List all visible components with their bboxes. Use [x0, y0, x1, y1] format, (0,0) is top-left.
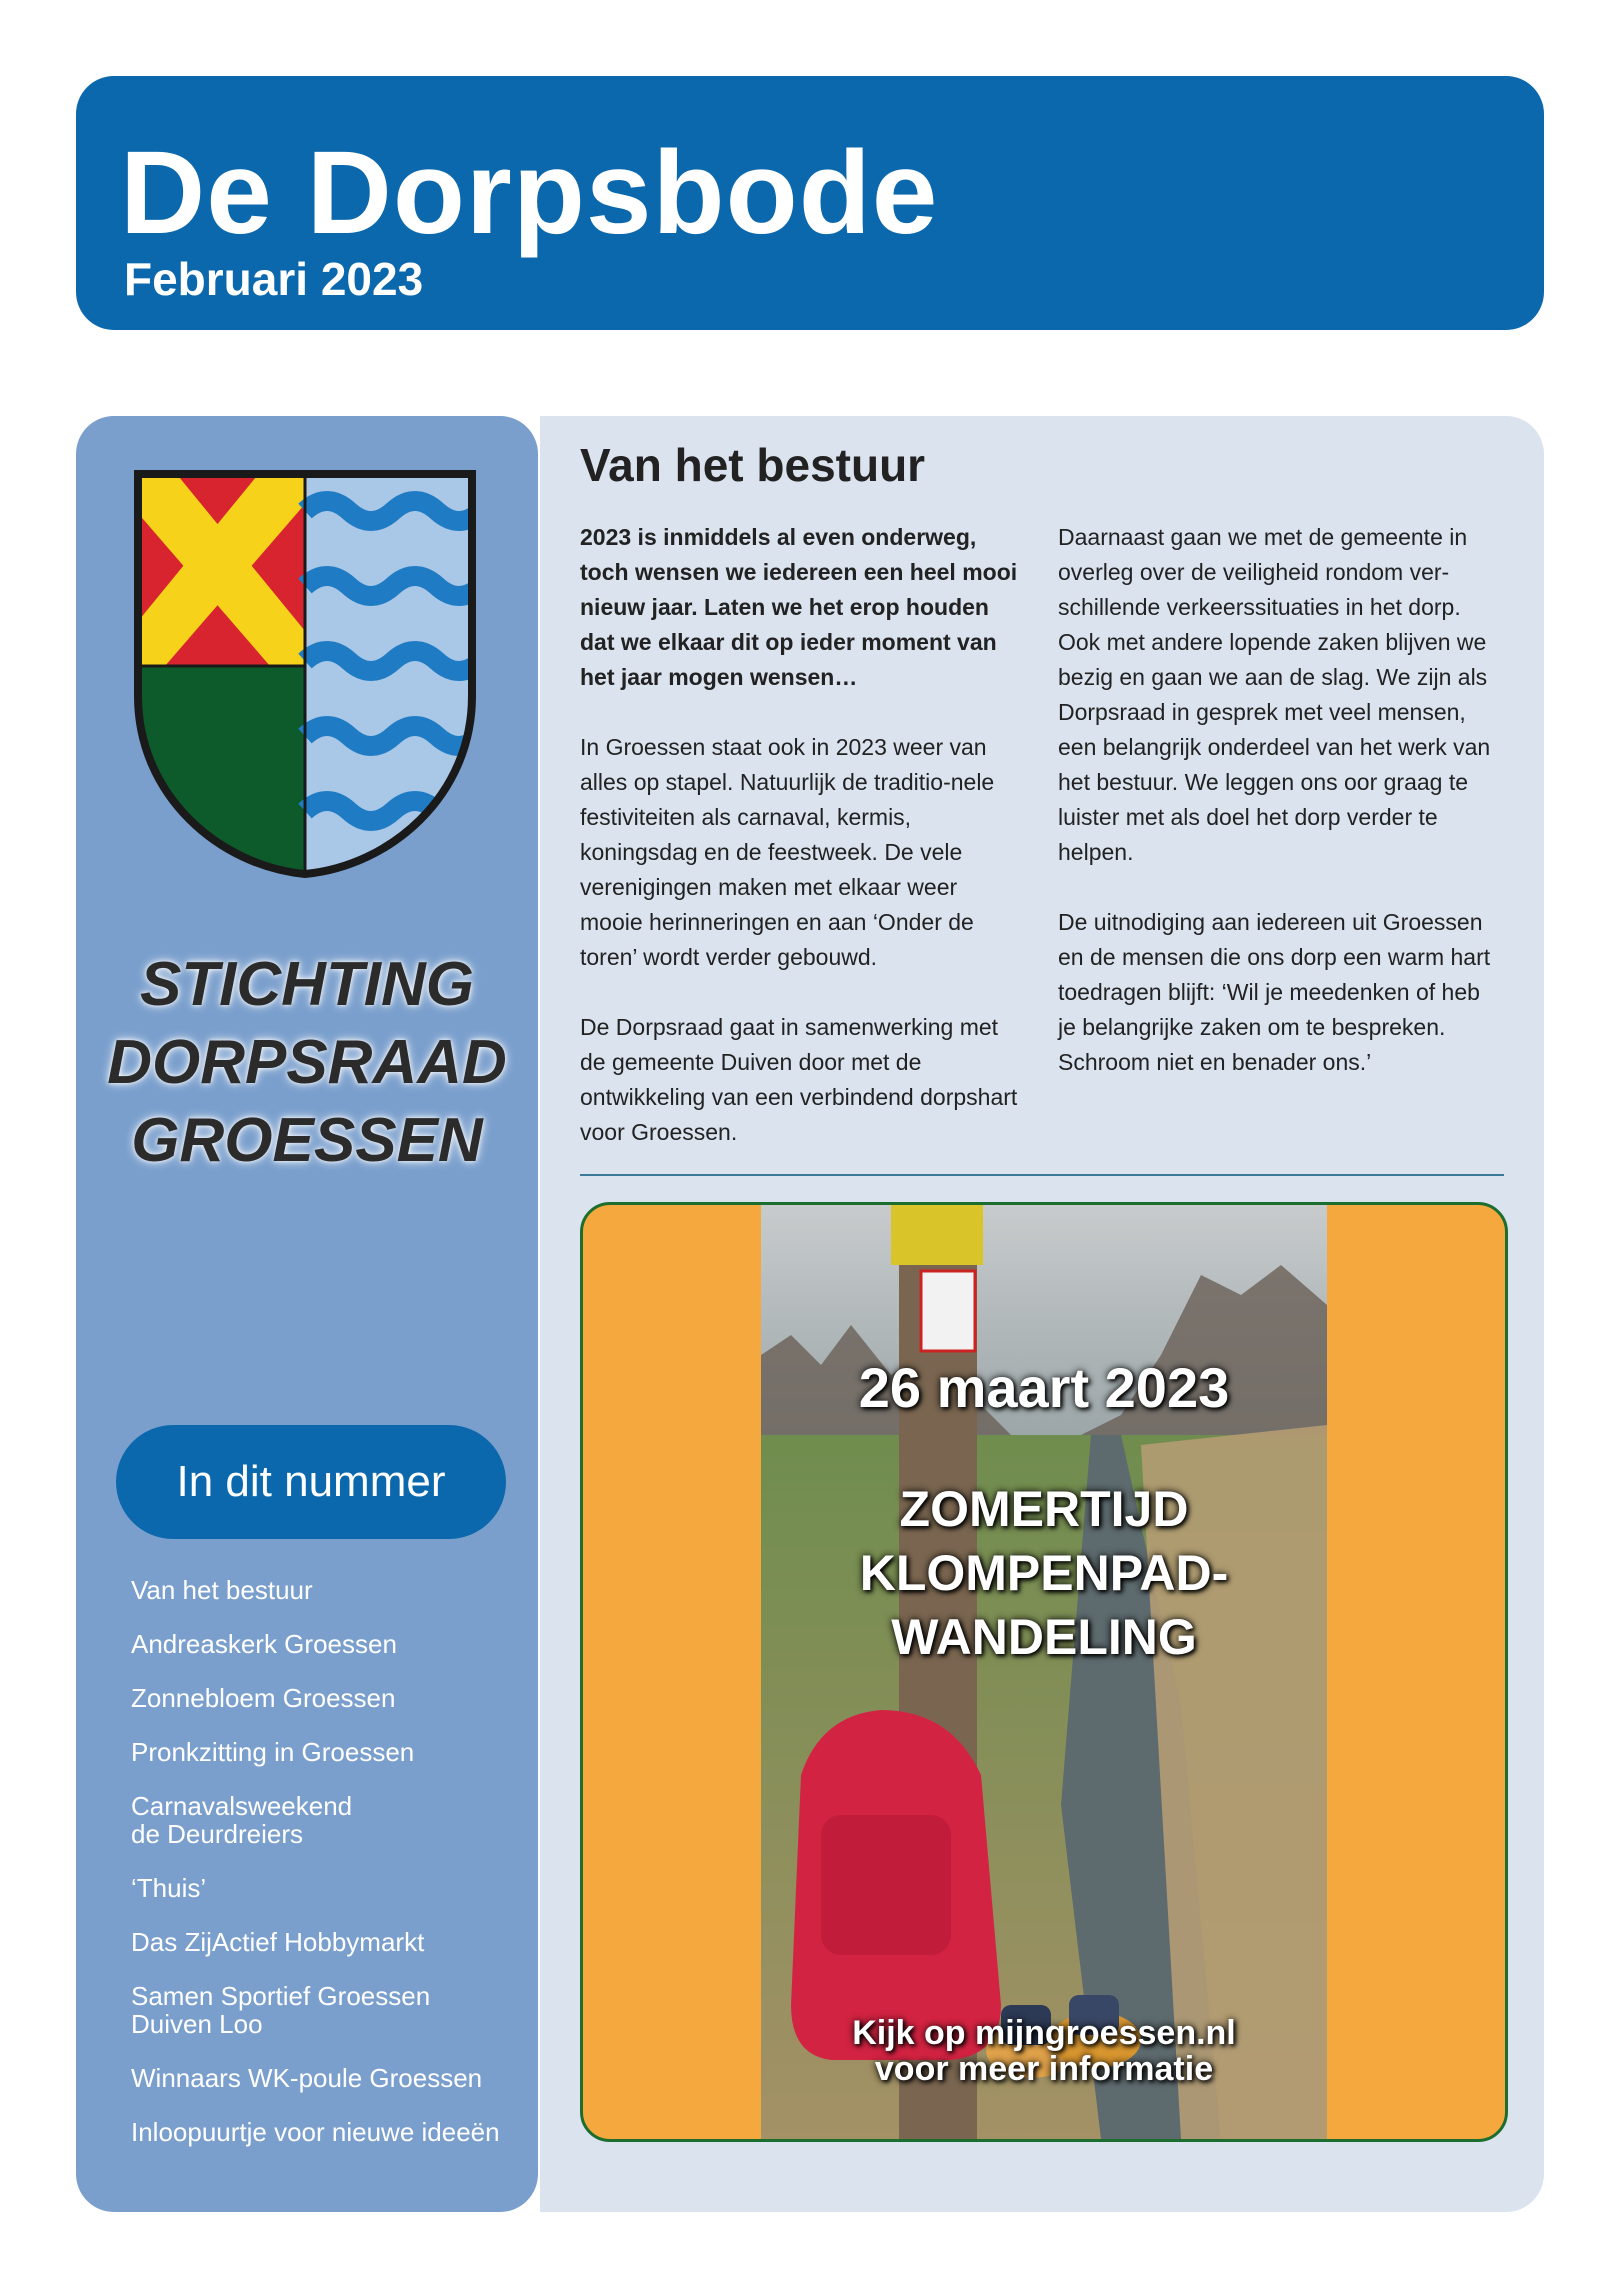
- article-column-right: [1058, 520, 1498, 1115]
- toc-item[interactable]: Andreaskerk Groessen: [131, 1629, 397, 1659]
- org-line: GROESSEN: [131, 1106, 483, 1175]
- table-of-contents: [131, 1576, 531, 2172]
- poster-info-line: voor meer informatie: [874, 2050, 1214, 2088]
- article-lead: 2023 is inmiddels al even onderweg, toch wensen we iedereen een heel mooi nieuw jaar. Laten we het erop houden dat we elkaar dit op ieder moment van het jaar mogen wensen…: [580, 524, 1018, 690]
- toc-item-line: Carnavalsweekend: [131, 1791, 353, 1821]
- poster-info-line[interactable]: Kijk op mijngroessen.nl: [852, 2014, 1236, 2052]
- poster-title-line: KLOMPENPAD-: [859, 1545, 1229, 1601]
- toc-item[interactable]: Van het bestuur: [131, 1575, 313, 1605]
- poster-info: [761, 2015, 1327, 2087]
- issue-date: Februari 2023: [124, 253, 424, 305]
- article-paragraph: In Groessen staat ook in 2023 weer van alles op stapel. Natuurlijk de traditio-nele festiviteiten als carnaval, kermis, koningsdag en de feestweek. De vele verenigingen maken met elkaar weer mooie herinneringen en aan ‘Onder de toren’ wordt verder gebouwd.: [580, 734, 995, 970]
- poster-photo: [761, 1205, 1327, 2139]
- article-heading: Van het bestuur: [580, 439, 926, 491]
- org-line: STICHTING: [139, 950, 475, 1019]
- event-poster: [580, 1202, 1508, 2142]
- article-paragraph: Daarnaast gaan we met de gemeente in overleg over de veiligheid rondom ver-schillende verkeerssituaties in het dorp. Ook met andere lopende zaken blijven we bezig en gaan we aan de slag. We zijn als Dorpsraad in gesprek met veel mensen, een belangrijk onderdeel van het werk van het bestuur. We leggen ons oor graag te luister met als doel het dorp verder te helpen.: [1058, 524, 1491, 865]
- organization-name: [76, 946, 538, 1180]
- toc-item-line: Duiven Loo: [131, 2009, 263, 2039]
- poster-title-line: WANDELING: [891, 1609, 1197, 1665]
- toc-item[interactable]: Pronkzitting in Groessen: [131, 1737, 415, 1767]
- toc-item[interactable]: Winnaars WK-poule Groessen: [131, 2063, 483, 2093]
- poster-title: [761, 1477, 1327, 1669]
- masthead: [76, 76, 1544, 330]
- toc-item-line: Samen Sportief Groessen: [131, 1981, 431, 2011]
- coat-of-arms-icon: [130, 466, 480, 881]
- poster-date: 26 maart 2023: [858, 1356, 1230, 1419]
- toc-item[interactable]: Das ZijActief Hobbymarkt: [131, 1927, 425, 1957]
- org-line: DORPSRAAD: [107, 1028, 507, 1097]
- sidebar: [76, 416, 538, 2212]
- divider: [580, 1174, 1504, 1176]
- toc-item[interactable]: [131, 1792, 531, 1848]
- walking-trail-photo-icon: [761, 1205, 1327, 2139]
- in-dit-nummer-label: In dit nummer: [116, 1425, 506, 1539]
- toc-item[interactable]: [131, 1982, 531, 2038]
- newsletter-title: De Dorpsbode: [120, 127, 939, 259]
- toc-item-line: de Deurdreiers: [131, 1819, 303, 1849]
- article-column-left: [580, 520, 1020, 1185]
- toc-item[interactable]: ‘Thuis’: [131, 1873, 207, 1903]
- main-panel: [540, 416, 1544, 2212]
- toc-item[interactable]: Inloopuurtje voor nieuwe ideeën: [131, 2117, 500, 2147]
- toc-item[interactable]: Zonnebloem Groessen: [131, 1683, 396, 1713]
- poster-title-line: ZOMERTIJD: [899, 1481, 1189, 1537]
- article-paragraph: De uitnodiging aan iedereen uit Groessen en de mensen die ons dorp een warm hart toedragen blijft: ‘Wil je meedenken of heb je belangrijke zaken om te bespreken. Schroom niet en benader ons.’: [1058, 909, 1491, 1075]
- article-paragraph: De Dorpsraad gaat in samenwerking met de gemeente Duiven door met de ontwikkeling van een verbindend dorpshart voor Groessen.: [580, 1014, 1018, 1145]
